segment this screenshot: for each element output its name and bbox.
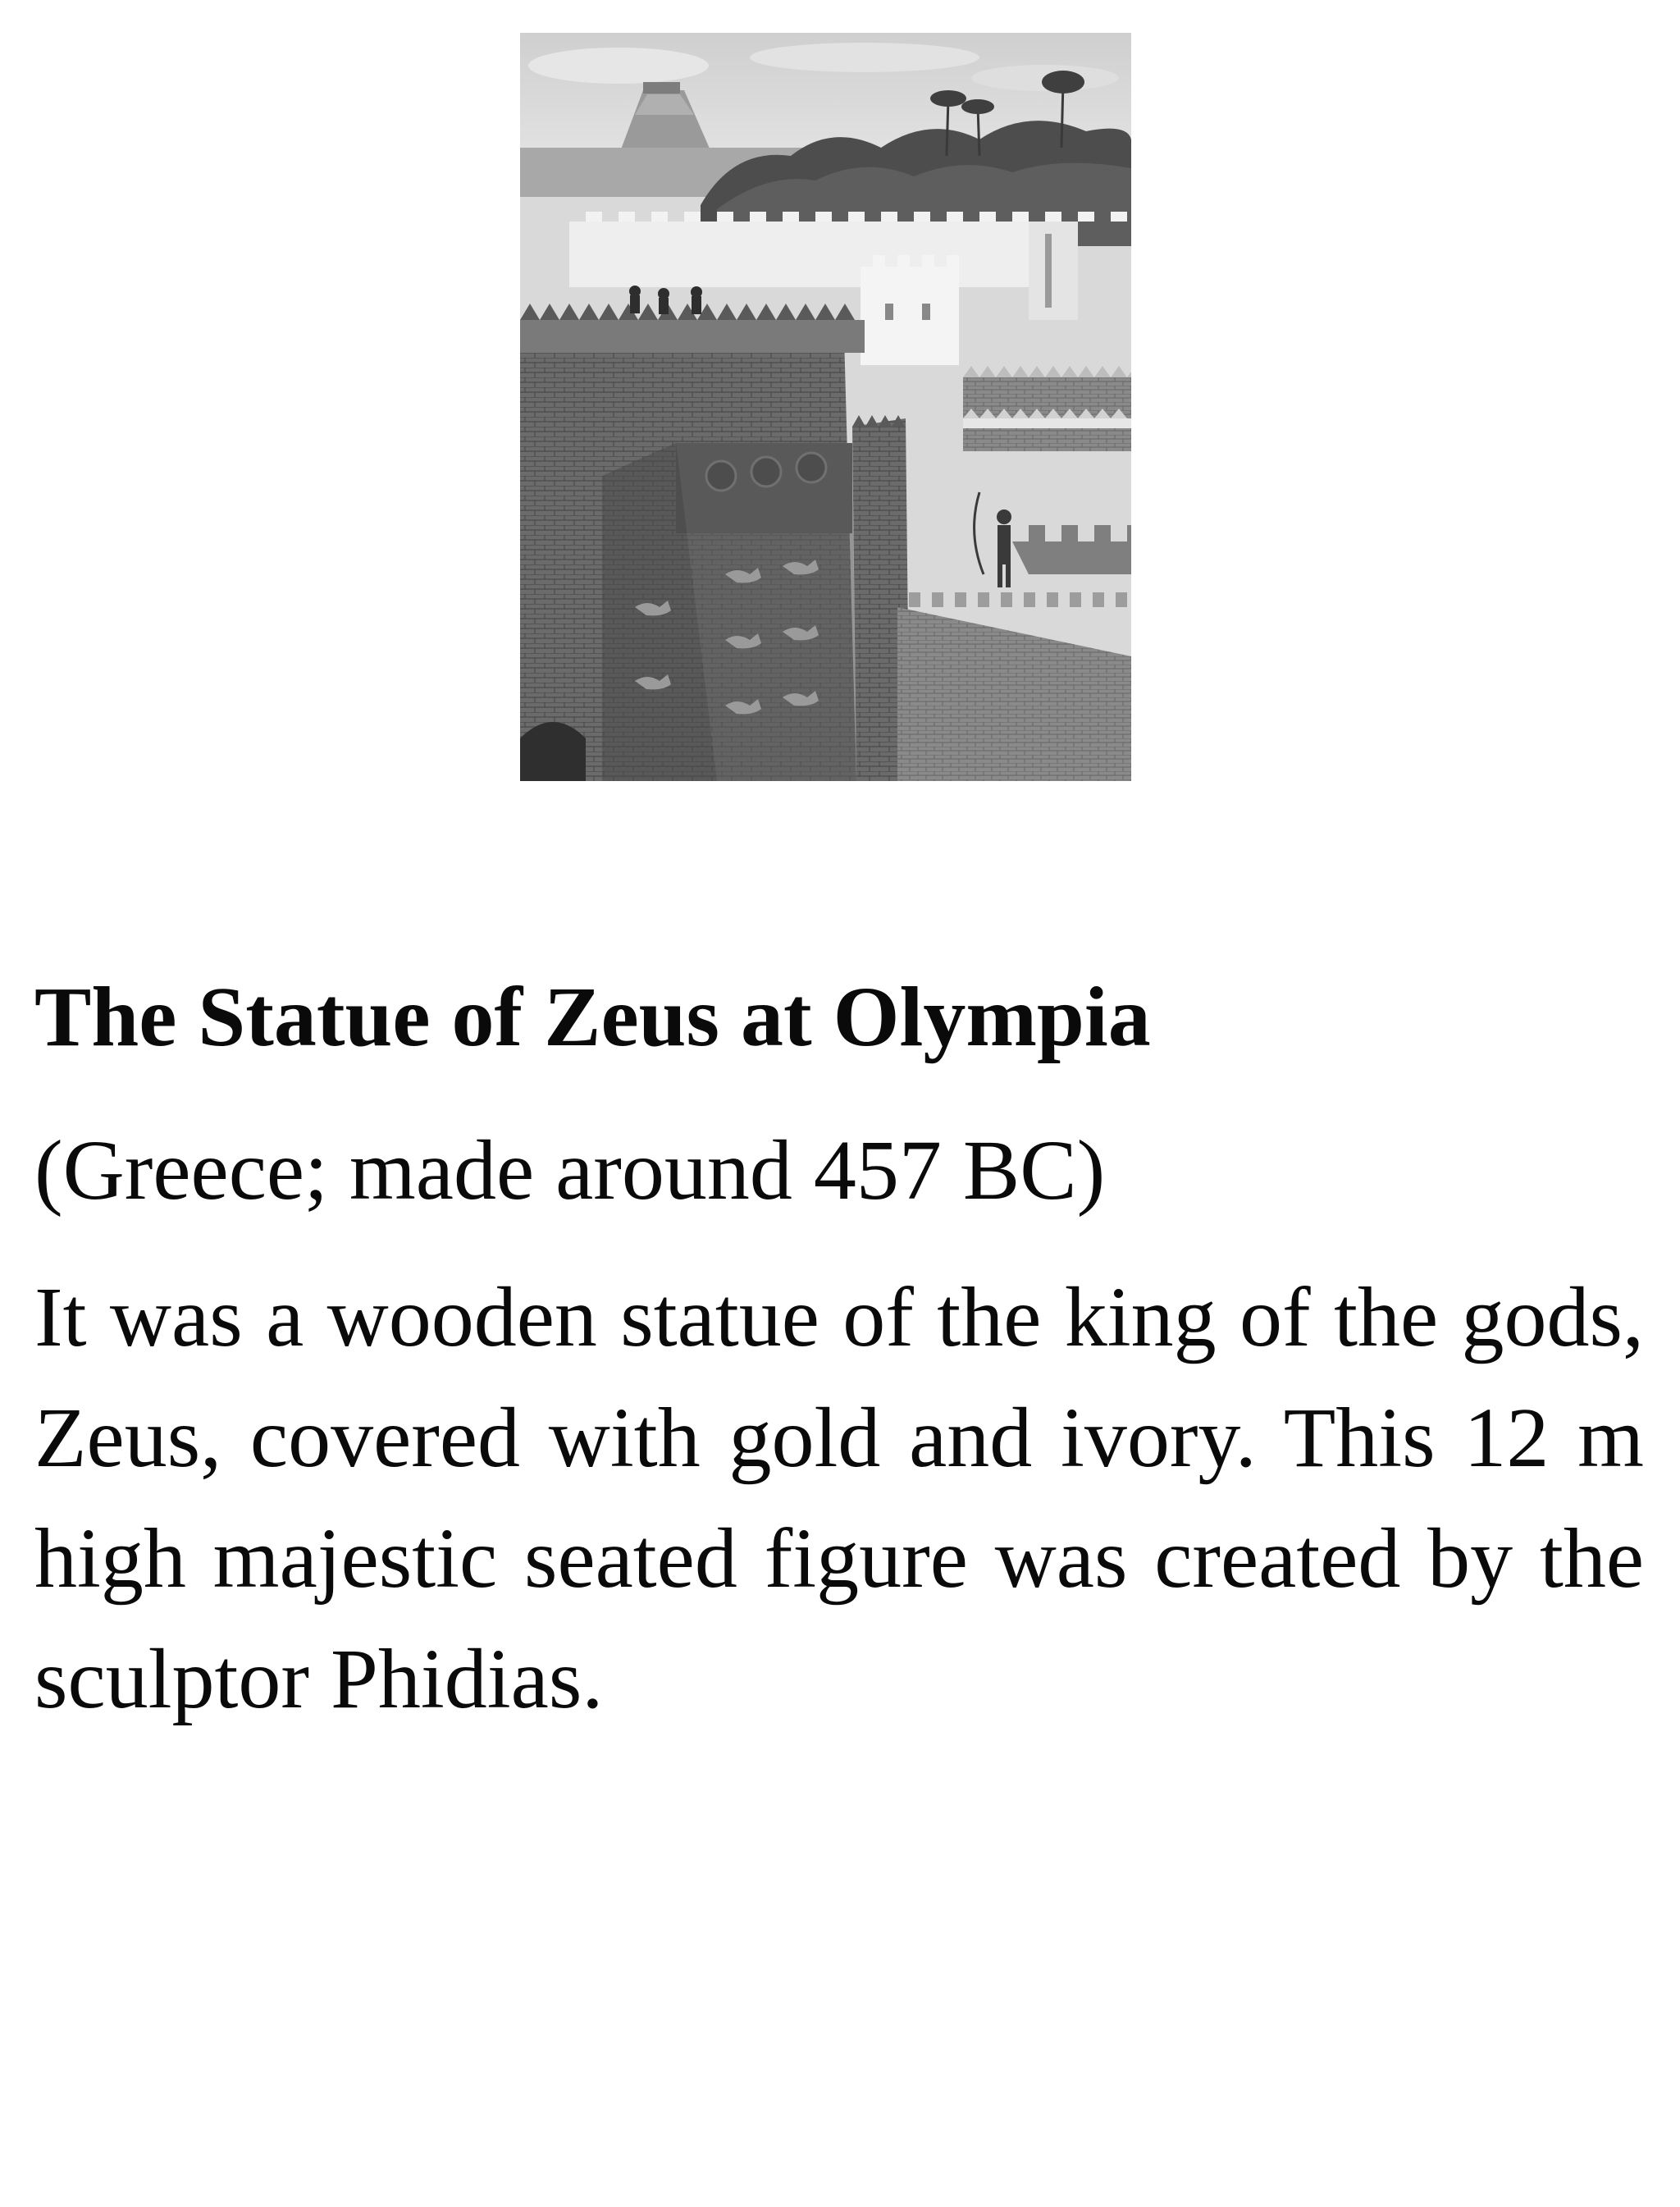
city-wall-drawing [520, 33, 1131, 781]
white-tower [861, 267, 959, 365]
archer-figure [997, 509, 1011, 587]
article-description: It was a wooden statue of the king of the gods, Zeus, covered with gold and ivory. This 12 m high majestic seated figure was created by the sculptor Phidias. [34, 1270, 1644, 1726]
article-subtitle: (Greece; made around 457 BC) [34, 1123, 1106, 1218]
foreground-wall [897, 607, 1131, 781]
article-title: The Statue of Zeus at Olympia [34, 970, 1151, 1064]
upper-wall [569, 222, 1078, 287]
ancient-city-wall-illustration [520, 33, 1131, 781]
